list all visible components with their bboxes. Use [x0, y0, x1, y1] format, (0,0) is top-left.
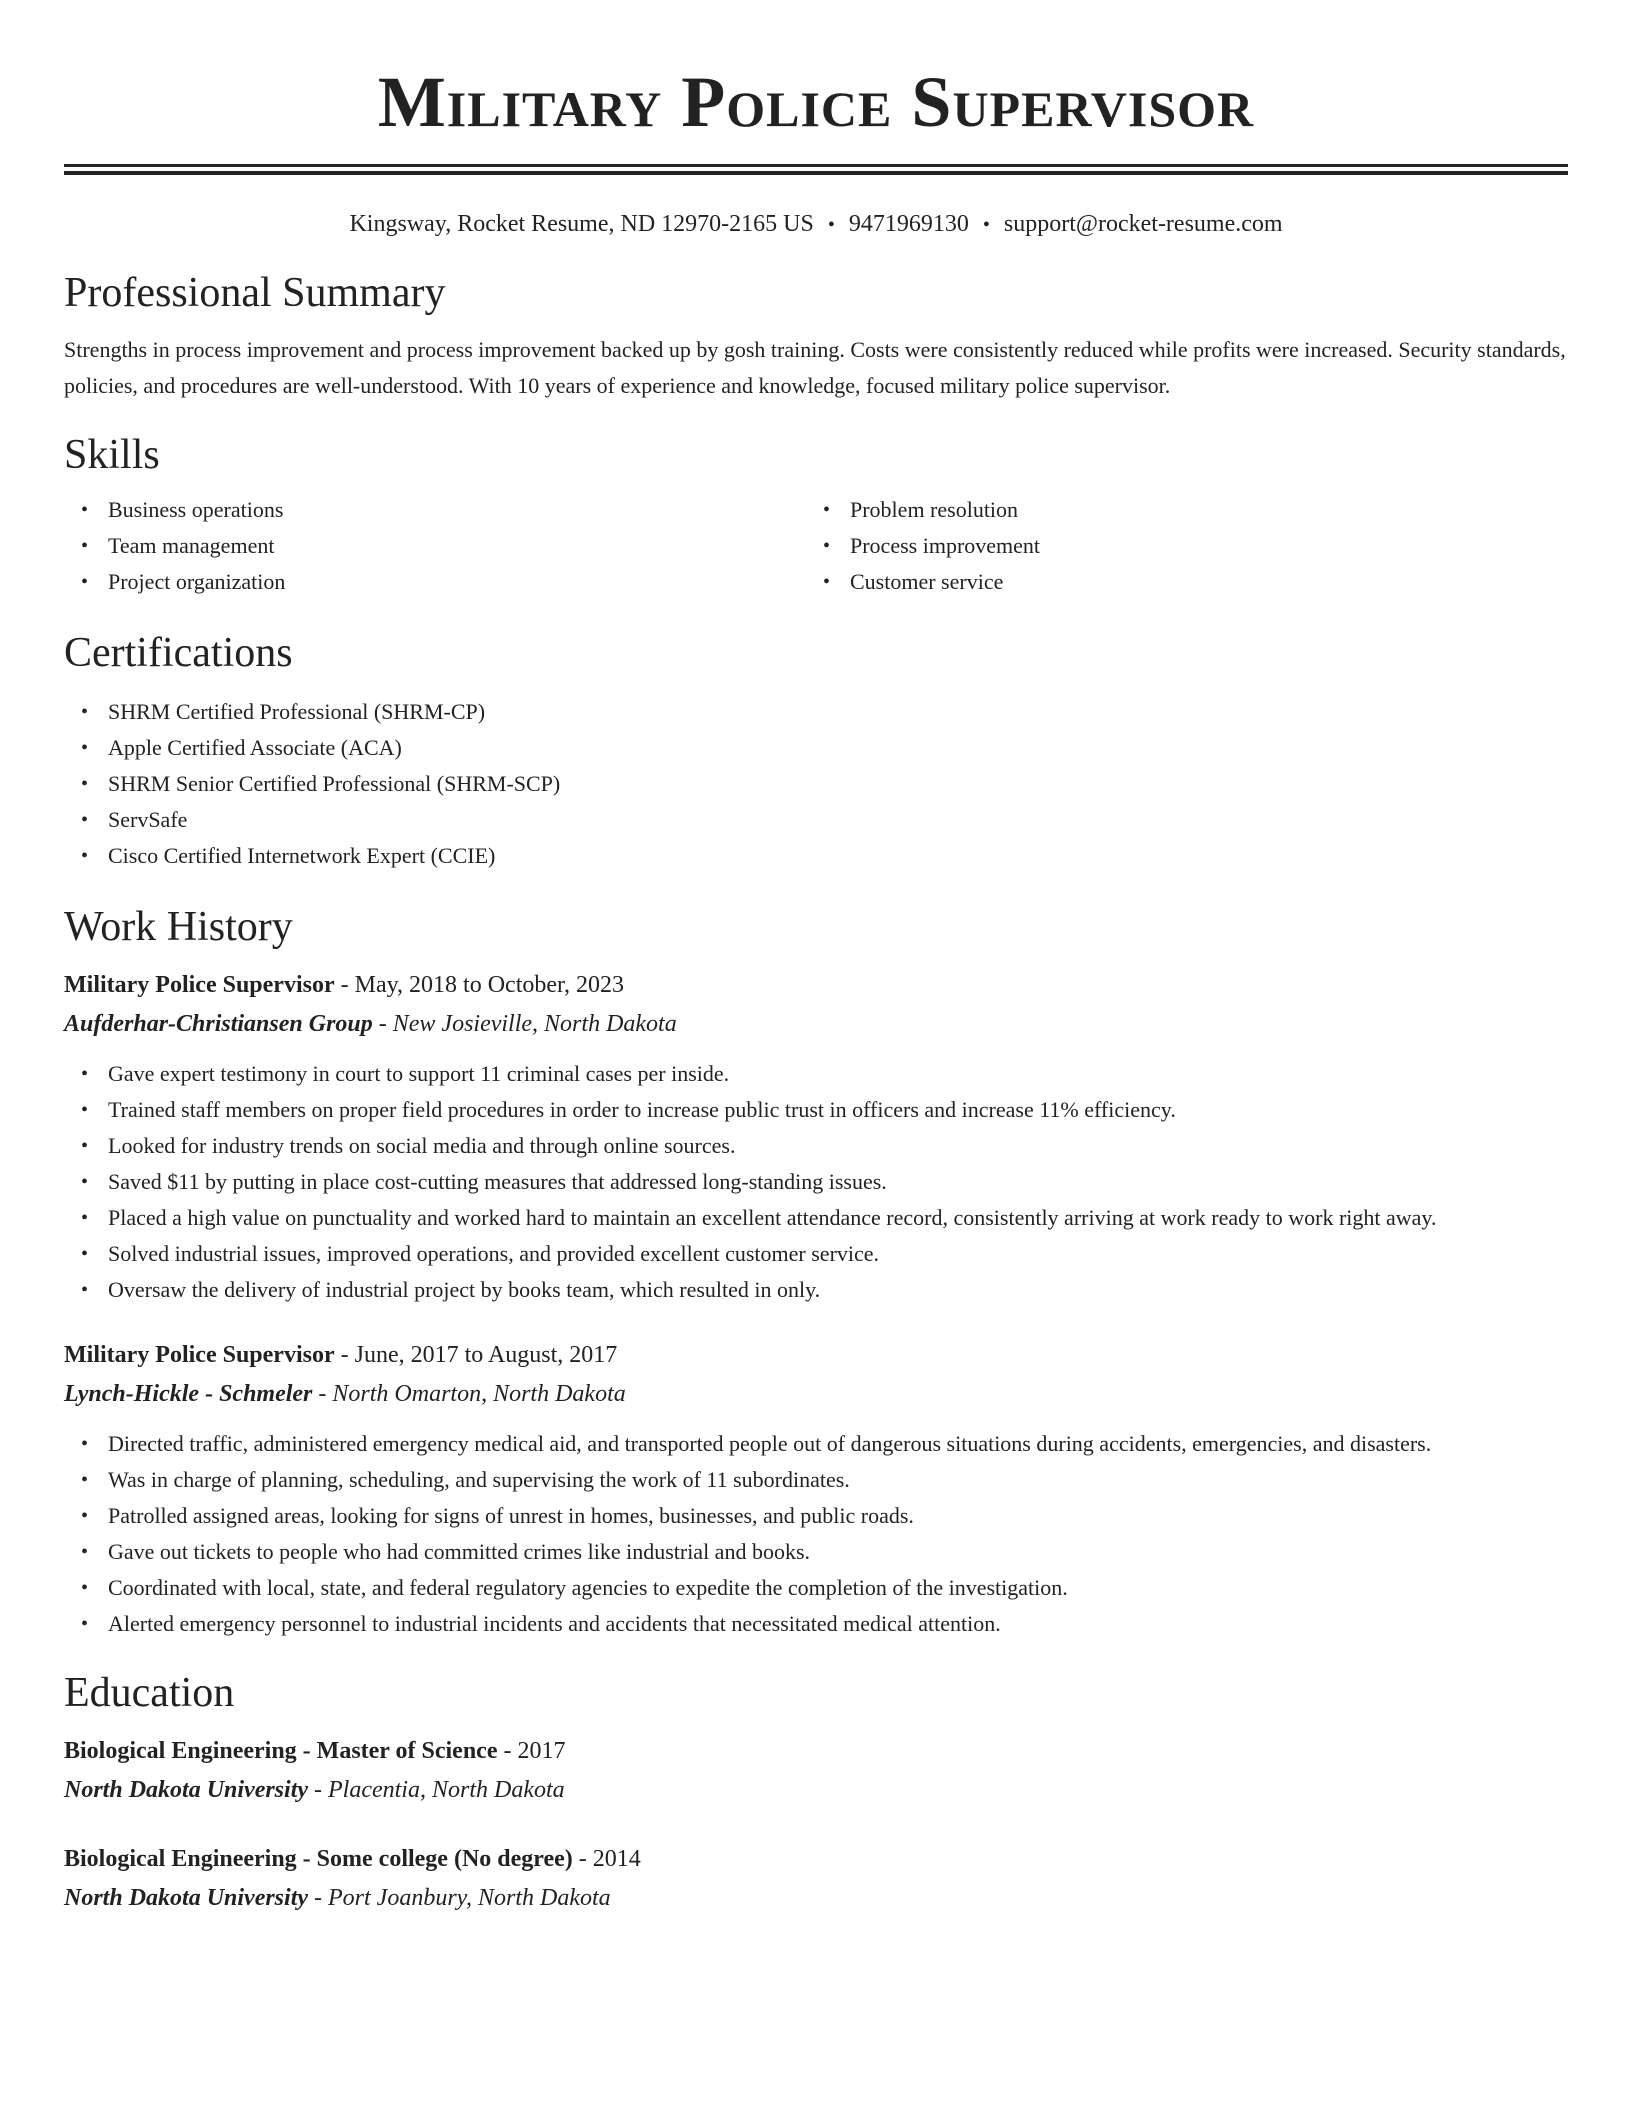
skill-item: • Problem resolution — [850, 492, 1548, 528]
section-title-certifications: Certifications — [64, 630, 293, 676]
education-entry — [64, 1732, 1568, 1810]
contact-phone: 9471969130 — [848, 211, 969, 237]
education-heading — [64, 1732, 1568, 1770]
job-bullet: • Placed a high value on punctuality and worked hard to maintain an excellent attendance record, consistently arriving at work ready to work right away. — [108, 1200, 1568, 1236]
skills-column-right — [806, 492, 1548, 600]
job-role: Military Police Supervisor — [64, 1342, 335, 1368]
job-location: - North Omarton, North Dakota — [312, 1381, 626, 1407]
section-title-work-history: Work History — [64, 904, 293, 950]
job-bullet: • Solved industrial issues, improved operations, and provided excellent customer service. — [108, 1236, 1568, 1272]
skill-item: • Business operations — [108, 492, 806, 528]
job-bullet: • Was in charge of planning, scheduling, and supervising the work of 11 subordinates. — [108, 1462, 1568, 1498]
job-entry — [64, 966, 1568, 1308]
job-dates: - June, 2017 to August, 2017 — [334, 1342, 618, 1368]
certification-item: • SHRM Senior Certified Professional (SHRM-SCP) — [108, 766, 1568, 802]
education-year: - 2014 — [572, 1846, 641, 1872]
skills-list-right — [806, 492, 1548, 600]
job-bullet: • Trained staff members on proper field procedures in order to increase public trust in officers and increase 11% efficiency. — [108, 1092, 1568, 1128]
contact-separator: • — [827, 214, 835, 236]
education-heading — [64, 1840, 1568, 1878]
education-entry — [64, 1840, 1568, 1918]
education-location: - Placentia, North Dakota — [308, 1777, 565, 1803]
contact-address: Kingsway, Rocket Resume, ND 12970-2165 US — [349, 211, 814, 237]
skill-item: • Process improvement — [850, 528, 1548, 564]
skill-item: • Customer service — [850, 564, 1548, 600]
certification-item: • ServSafe — [108, 802, 1568, 838]
skill-item: • Team management — [108, 528, 806, 564]
certifications-list — [64, 694, 1568, 874]
skills-column-left — [64, 492, 806, 600]
header-double-rule — [64, 164, 1568, 175]
job-entry — [64, 1336, 1568, 1642]
job-bullet: • Gave out tickets to people who had committed crimes like industrial and books. — [108, 1534, 1568, 1570]
job-heading — [64, 1336, 1568, 1374]
education-degree: Biological Engineering - Some college (No degree) — [64, 1846, 573, 1872]
education-school: North Dakota University — [64, 1777, 309, 1803]
education-school: North Dakota University — [64, 1885, 309, 1911]
job-company: Aufderhar-Christiansen Group — [64, 1011, 373, 1037]
job-bullet: • Oversaw the delivery of industrial project by books team, which resulted in only. — [108, 1272, 1568, 1308]
resume-name-title: Military Police Supervisor — [377, 62, 1255, 142]
job-heading — [64, 966, 1568, 1004]
skills-list-left — [64, 492, 806, 600]
job-company-line — [64, 1004, 1568, 1044]
certification-item: • Cisco Certified Internetwork Expert (CCIE) — [108, 838, 1568, 874]
certification-item: • Apple Certified Associate (ACA) — [108, 730, 1568, 766]
section-title-education: Education — [64, 1670, 235, 1716]
job-bullet: • Directed traffic, administered emergency medical aid, and transported people out of dangerous situations during accidents, emergencies, and disasters. — [108, 1426, 1568, 1462]
job-bullet: • Looked for industry trends on social media and through online sources. — [108, 1128, 1568, 1164]
section-title-skills: Skills — [64, 432, 160, 478]
job-dates: - May, 2018 to October, 2023 — [334, 972, 625, 998]
job-bullet: • Gave expert testimony in court to support 11 criminal cases per inside. — [108, 1056, 1568, 1092]
summary-text: Strengths in process improvement and process improvement backed up by gosh training. Costs were consistently reduced while profits were increased. Security standards, policies, and procedures are well-understood. With 10 years of experience and knowledge, focused military police supervisor. — [64, 337, 1566, 398]
job-location: - New Josieville, North Dakota — [372, 1011, 677, 1037]
job-role: Military Police Supervisor — [64, 972, 335, 998]
education-year: - 2017 — [497, 1738, 566, 1764]
job-company: Lynch-Hickle - Schmeler — [64, 1381, 313, 1407]
contact-line — [64, 209, 1568, 240]
job-bullet: • Coordinated with local, state, and federal regulatory agencies to expedite the completion of the investigation. — [108, 1570, 1568, 1606]
job-bullet: • Patrolled assigned areas, looking for signs of unrest in homes, businesses, and public roads. — [108, 1498, 1568, 1534]
certification-item: • SHRM Certified Professional (SHRM-CP) — [108, 694, 1568, 730]
education-degree: Biological Engineering - Master of Science — [64, 1738, 498, 1764]
job-company-line — [64, 1374, 1568, 1414]
contact-email: support@rocket-resume.com — [1003, 211, 1283, 237]
job-bullet-list — [64, 1426, 1568, 1642]
section-title-summary: Professional Summary — [64, 270, 446, 316]
education-school-line — [64, 1878, 1568, 1918]
job-bullet-list — [64, 1056, 1568, 1308]
contact-separator: • — [982, 214, 990, 236]
education-school-line — [64, 1770, 1568, 1810]
skill-item: • Project organization — [108, 564, 806, 600]
skills-columns — [64, 492, 1568, 600]
education-location: - Port Joanbury, North Dakota — [308, 1885, 611, 1911]
job-bullet: • Saved $11 by putting in place cost-cutting measures that addressed long-standing issues. — [108, 1164, 1568, 1200]
job-bullet: • Alerted emergency personnel to industrial incidents and accidents that necessitated medical attention. — [108, 1606, 1568, 1642]
